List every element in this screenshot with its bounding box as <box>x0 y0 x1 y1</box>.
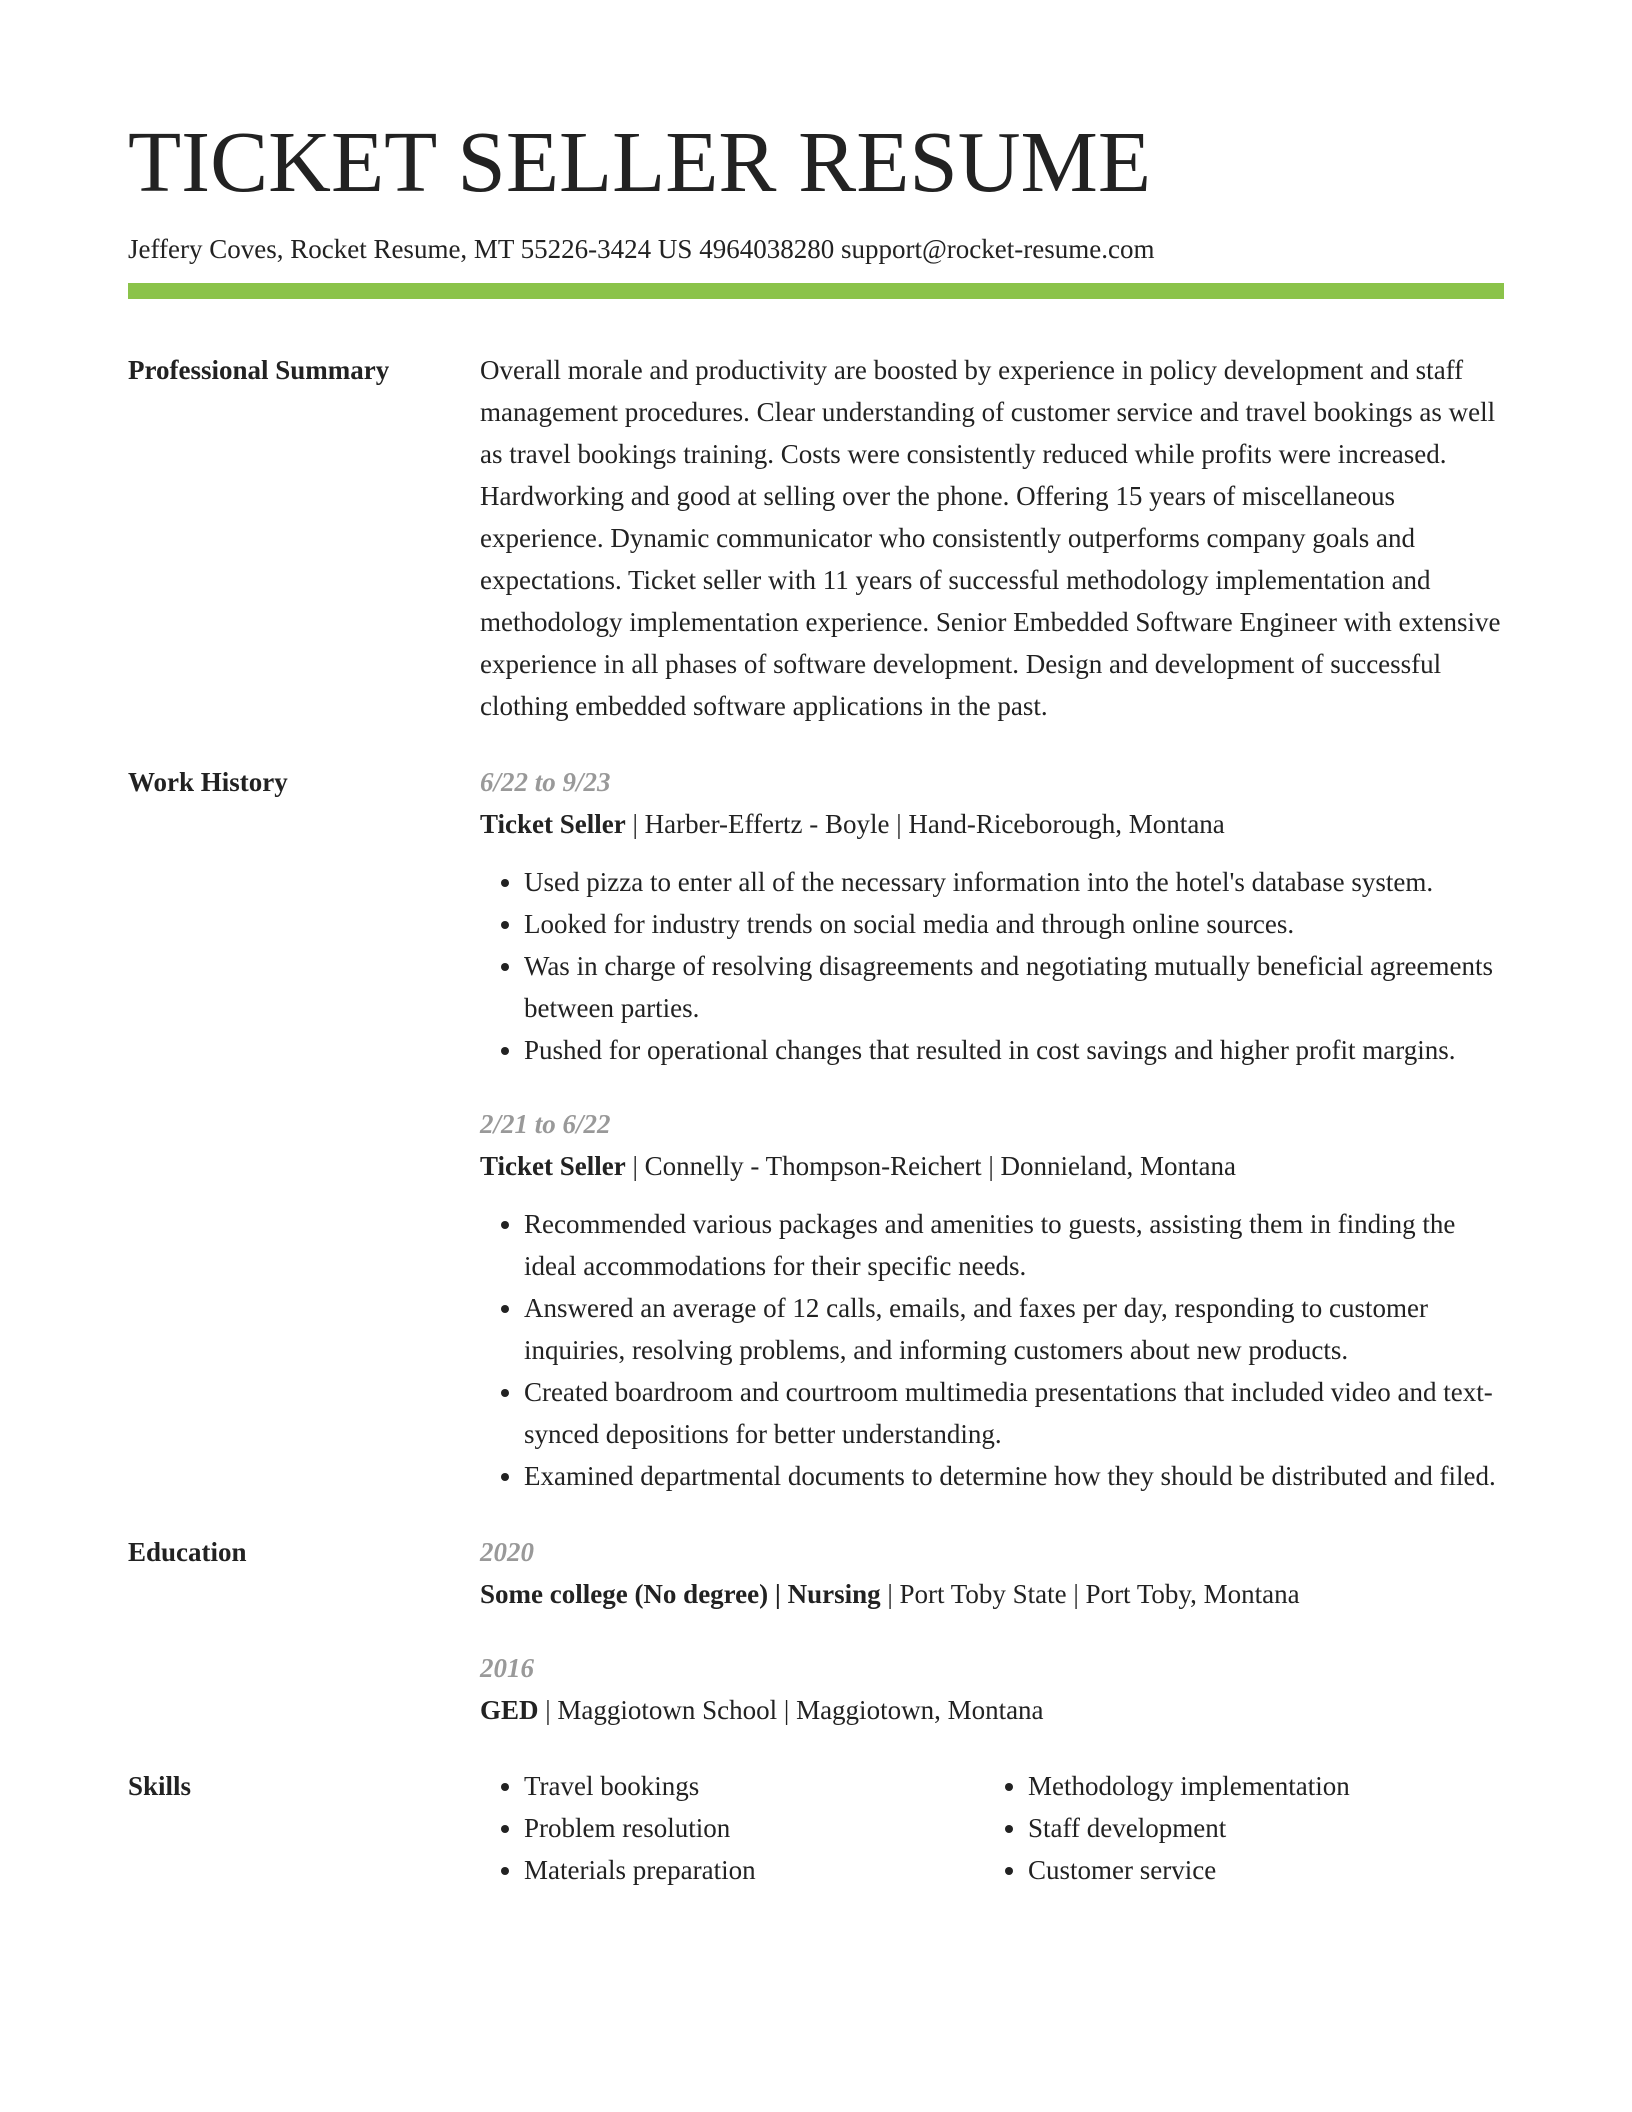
skills-content <box>480 1765 1504 1891</box>
list-item: • Recommended various packages and amenities to guests, assisting them in finding the ideal accommodations for their specific needs. <box>524 1203 1504 1287</box>
job-bullets <box>480 861 1504 1071</box>
list-item: • Used pizza to enter all of the necessary information into the hotel's database system. <box>524 861 1504 903</box>
education-line <box>480 1573 1504 1615</box>
list-item: • Materials preparation <box>524 1849 984 1891</box>
job-details: | Harber-Effertz - Boyle | Hand-Riceborough, Montana <box>625 809 1225 840</box>
education-year: 2016 <box>480 1653 534 1684</box>
education-details: | Maggiotown School | Maggiotown, Montana <box>538 1695 1044 1726</box>
summary-section <box>128 349 1504 727</box>
list-item: • Was in charge of resolving disagreements and negotiating mutually beneficial agreements between parties. <box>524 945 1504 1029</box>
job-role-line <box>480 1145 1504 1187</box>
list-item: • Looked for industry trends on social media and through online sources. <box>524 903 1504 945</box>
job-title: Ticket Seller <box>480 809 626 840</box>
skills-list-left <box>480 1765 984 1891</box>
summary-content <box>480 349 1504 727</box>
list-item: • Methodology implementation <box>1028 1765 1504 1807</box>
list-item: • Pushed for operational changes that resulted in cost savings and higher profit margins. <box>524 1029 1504 1071</box>
education-line <box>480 1689 1504 1731</box>
summary-text: Overall morale and productivity are boosted by experience in policy development and staff management procedures. Clear understanding of customer service and travel bookings as well as travel bookings training. Costs were consistently reduced while profits were increased. Hardworking and good at selling over the phone. Offering 15 years of miscellaneous experience. Dynamic communicator who consistently outperforms company goals and expectations. Ticket seller with 11 years of successful methodology implementation and methodology implementation experience. Senior Embedded Software Engineer with extensive experience in all phases of software development. Design and development of successful clothing embedded software applications in the past. <box>480 355 1501 722</box>
resume-title: TICKET SELLER RESUME <box>128 113 1152 210</box>
job-bullets <box>480 1203 1504 1497</box>
list-item: • Examined departmental documents to determine how they should be distributed and filed. <box>524 1455 1504 1497</box>
list-item: • Staff development <box>1028 1807 1504 1849</box>
work-history-label: Work History <box>128 767 288 798</box>
job-title: Ticket Seller <box>480 1151 626 1182</box>
list-item: • Problem resolution <box>524 1807 984 1849</box>
job-entry <box>480 761 1504 1071</box>
contact-line: Jeffery Coves, Rocket Resume, MT 55226-3424 US 4964038280 support@rocket-resume.com <box>128 234 1155 264</box>
job-dates: 6/22 to 9/23 <box>480 767 611 798</box>
list-item: • Travel bookings <box>524 1765 984 1807</box>
skills-label: Skills <box>128 1771 192 1802</box>
education-content <box>480 1531 1504 1731</box>
list-item: • Created boardroom and courtroom multimedia presentations that included video and text-synced depositions for better understanding. <box>524 1371 1504 1455</box>
work-history-content <box>480 761 1504 1497</box>
list-item: • Customer service <box>1028 1849 1504 1891</box>
education-entry <box>480 1531 1504 1615</box>
skills-list-right <box>984 1765 1504 1891</box>
education-details: | Port Toby State | Port Toby, Montana <box>880 1579 1300 1610</box>
education-degree: Some college (No degree) | Nursing <box>480 1579 881 1610</box>
summary-label: Professional Summary <box>128 355 390 386</box>
education-section <box>128 1531 1504 1731</box>
job-details: | Connelly - Thompson-Reichert | Donnieland, Montana <box>625 1151 1236 1182</box>
skills-section <box>128 1765 1504 1891</box>
job-role-line <box>480 803 1504 845</box>
education-degree: GED <box>480 1695 539 1726</box>
job-dates: 2/21 to 6/22 <box>480 1109 611 1140</box>
job-entry <box>480 1103 1504 1497</box>
education-label: Education <box>128 1537 247 1568</box>
education-entry <box>480 1647 1504 1731</box>
list-item: • Answered an average of 12 calls, emails, and faxes per day, responding to customer inquiries, resolving problems, and informing customers about new products. <box>524 1287 1504 1371</box>
work-history-section <box>128 761 1504 1497</box>
education-year: 2020 <box>480 1537 534 1568</box>
accent-divider <box>128 283 1504 299</box>
